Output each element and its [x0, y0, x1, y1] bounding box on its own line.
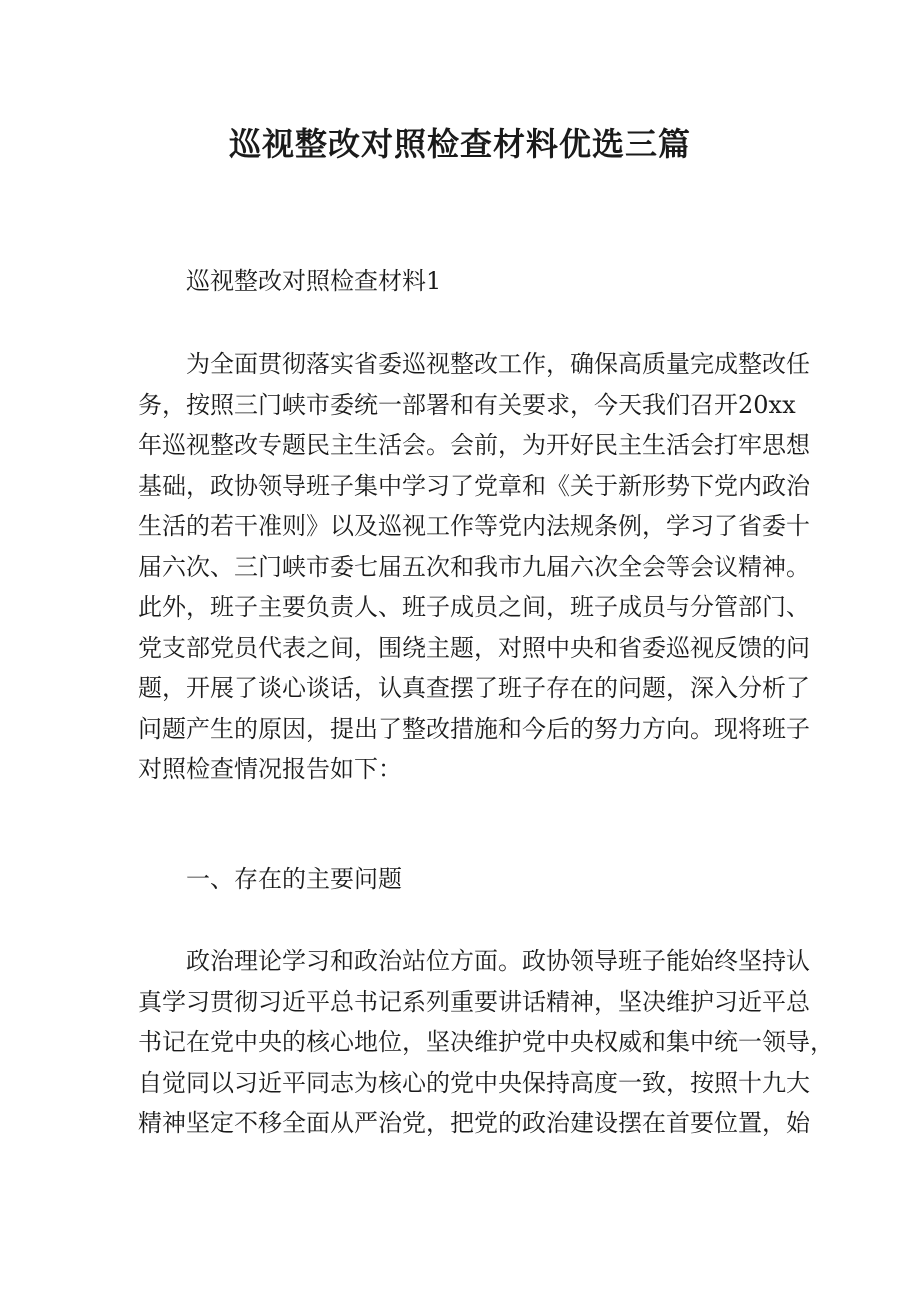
section-heading-material-1: 巡视整改对照检查材料1: [186, 267, 442, 295]
paragraph-line: 生活的若干准则》以及巡视工作等党内法规条例，学习了省委十: [138, 512, 810, 540]
paragraph-line: 务，按照三门峡市委统一部署和有关要求，今天我们召开20xx: [138, 390, 796, 419]
document-title: 巡视整改对照检查材料优选三篇: [228, 125, 691, 163]
paragraph-line: 为全面贯彻落实省委巡视整改工作，确保高质量完成整改任: [186, 350, 810, 378]
paragraph-line: 精神坚定不移全面从严治党，把党的政治建设摆在首要位置，始: [138, 1109, 810, 1137]
paragraph-political-study: [138, 941, 834, 1144]
paragraph-line: 对照检查情况报告如下：: [138, 755, 402, 783]
paragraph-line: 党支部党员代表之间，围绕主题，对照中央和省委巡视反馈的问: [138, 633, 810, 662]
section-heading-main-problems: 一、存在的主要问题: [186, 865, 402, 893]
paragraph-line: 问题产生的原因，提出了整改措施和今后的努力方向。现将班子: [138, 714, 810, 743]
paragraph-line: 此外，班子主要负责人、班子成员之间，班子成员与分管部门、: [138, 593, 810, 621]
paragraph-line: 书记在党中央的核心地位，坚决维护党中央权威和集中统一领导，: [138, 1028, 834, 1056]
paragraph-line: 基础，政协领导班子集中学习了党章和《关于新形势下党内政治: [138, 471, 810, 500]
paragraph-line: 题，开展了谈心谈话，认真查摆了班子存在的问题，深入分析了: [138, 674, 810, 702]
paragraph-line: 自觉同以习近平同志为核心的党中央保持高度一致，按照十九大: [138, 1068, 810, 1097]
paragraph-line: 年巡视整改专题民主生活会。会前，为开好民主生活会打牢思想: [138, 431, 810, 459]
paragraph-introduction: [138, 344, 810, 790]
paragraph-line: 真学习贯彻习近平总书记系列重要讲话精神，坚决维护习近平总: [138, 987, 810, 1016]
paragraph-line: 届六次、三门峡市委七届五次和我市九届六次全会等会议精神。: [138, 552, 810, 581]
paragraph-line: 政治理论学习和政治站位方面。政协领导班子能始终坚持认: [186, 947, 810, 975]
